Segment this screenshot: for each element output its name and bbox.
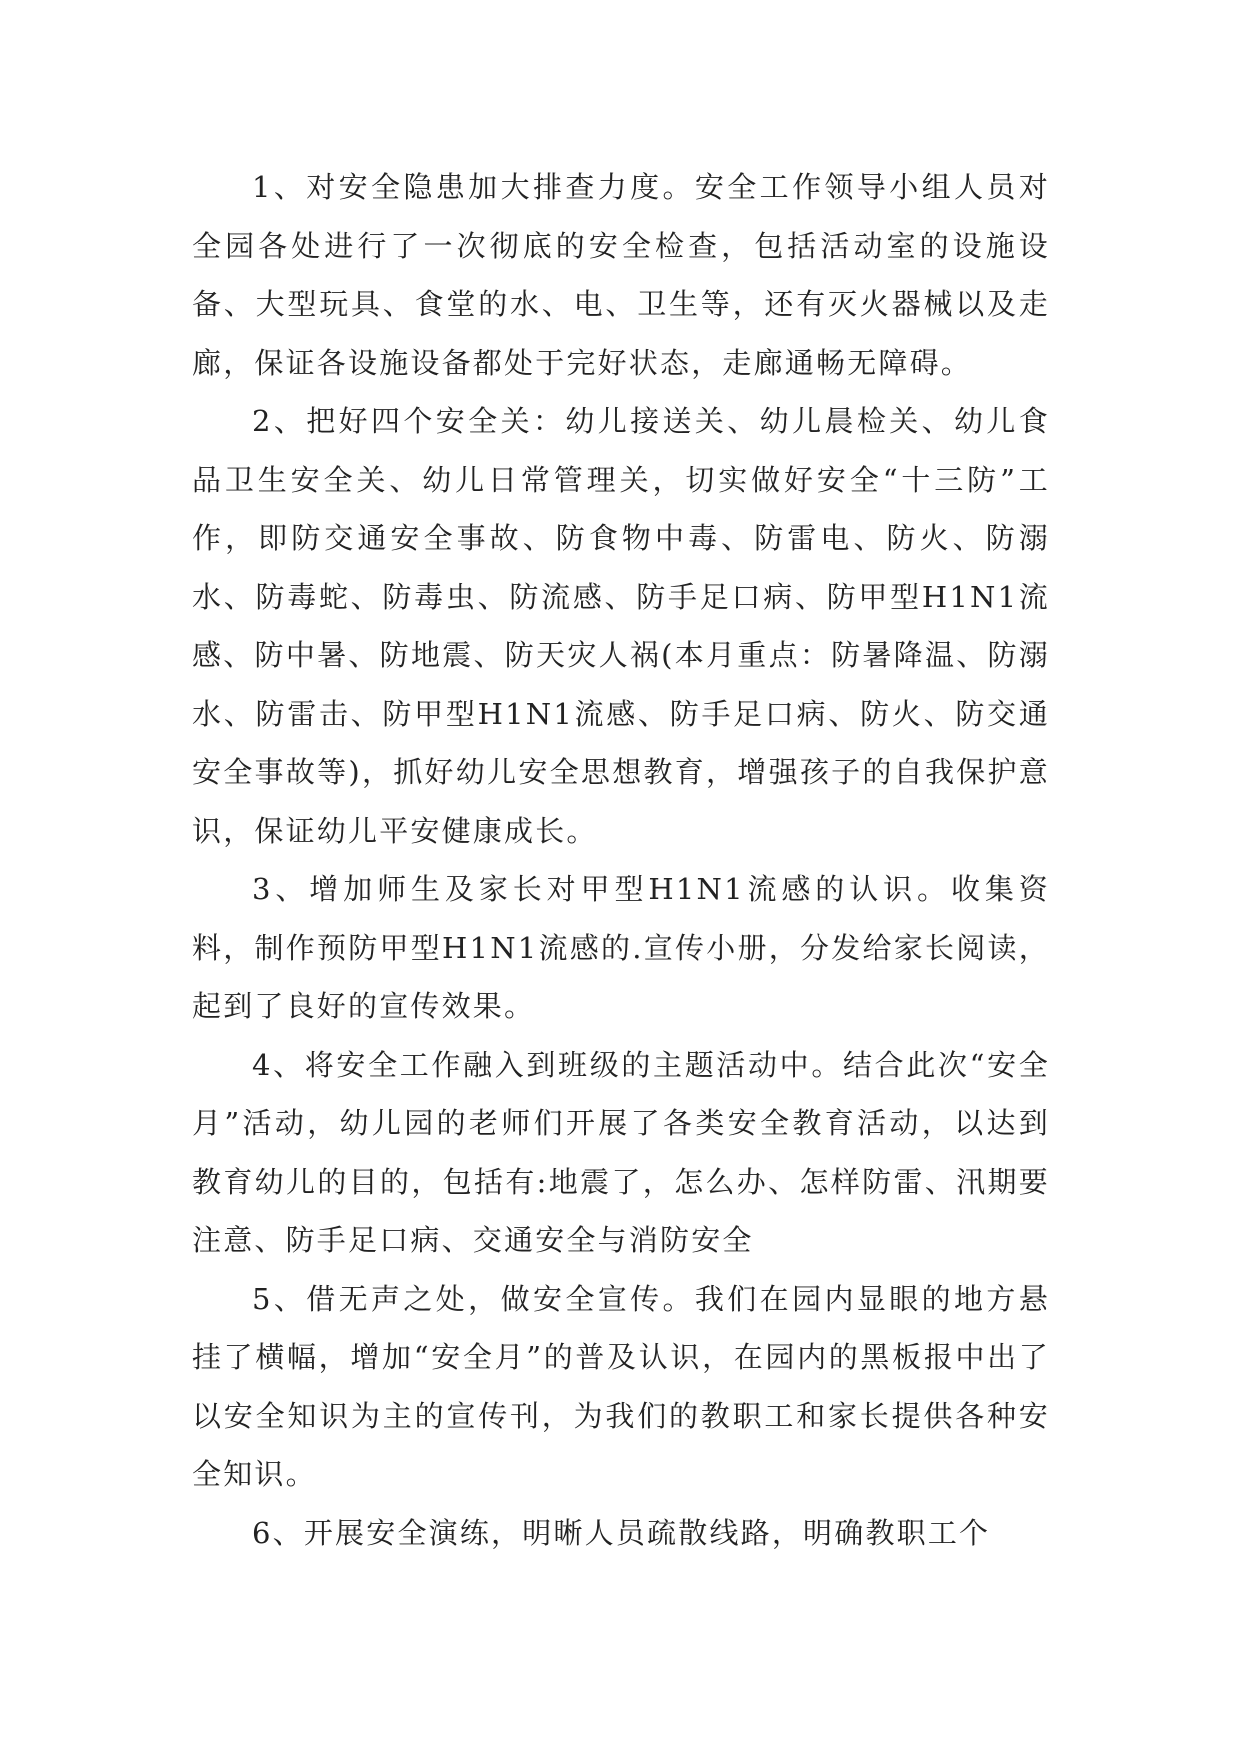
- paragraph-6: 6、开展安全演练，明晰人员疏散线路，明确教职工个: [252, 1515, 991, 1550]
- paragraph-2: 2、把好四个安全关：幼儿接送关、幼儿晨检关、幼儿食品卫生安全关、幼儿日常管理关，切实做好安全“十三防”工作，即防交通安全事故、防食物中毒、防雷电、防火、防溺水、防毒蛇、防毒虫、防流感、防手足口病、防甲型H1N1流感、防中暑、防地震、防天灾人祸(本月重点：防暑降温、防溺水、防雷击、防甲型H1N1流感、防手足口病、防火、防交通安全事故等)，抓好幼儿安全思想教育，增强孩子的自我保护意识，保证幼儿平安健康成长。: [192, 404, 1050, 848]
- paragraph-4: 4、将安全工作融入到班级的主题活动中。结合此次“安全月”活动，幼儿园的老师们开展了各类安全教育活动，以达到教育幼儿的目的，包括有:地震了，怎么办、怎样防雷、汛期要注意、防手足口病、交通安全与消防安全: [192, 1047, 1050, 1257]
- paragraph-3: 3、增加师生及家长对甲型H1N1流感的认识。收集资料，制作预防甲型H1N1流感的.宣传小册，分发给家长阅读，起到了良好的宣传效果。: [192, 872, 1050, 1023]
- paragraph-5: 5、借无声之处，做安全宣传。我们在园内显眼的地方悬挂了横幅，增加“安全月”的普及认识，在园内的黑板报中出了以安全知识为主的宣传刊，为我们的教职工和家长提供各种安全知识。: [192, 1281, 1050, 1491]
- document-body: [192, 158, 1050, 1562]
- paragraph-1: 1、对安全隐患加大排查力度。安全工作领导小组人员对全园各处进行了一次彻底的安全检查，包括活动室的设施设备、大型玩具、食堂的水、电、卫生等，还有灭火器械以及走廊，保证各设施设备都处于完好状态，走廊通畅无障碍。: [192, 170, 1050, 380]
